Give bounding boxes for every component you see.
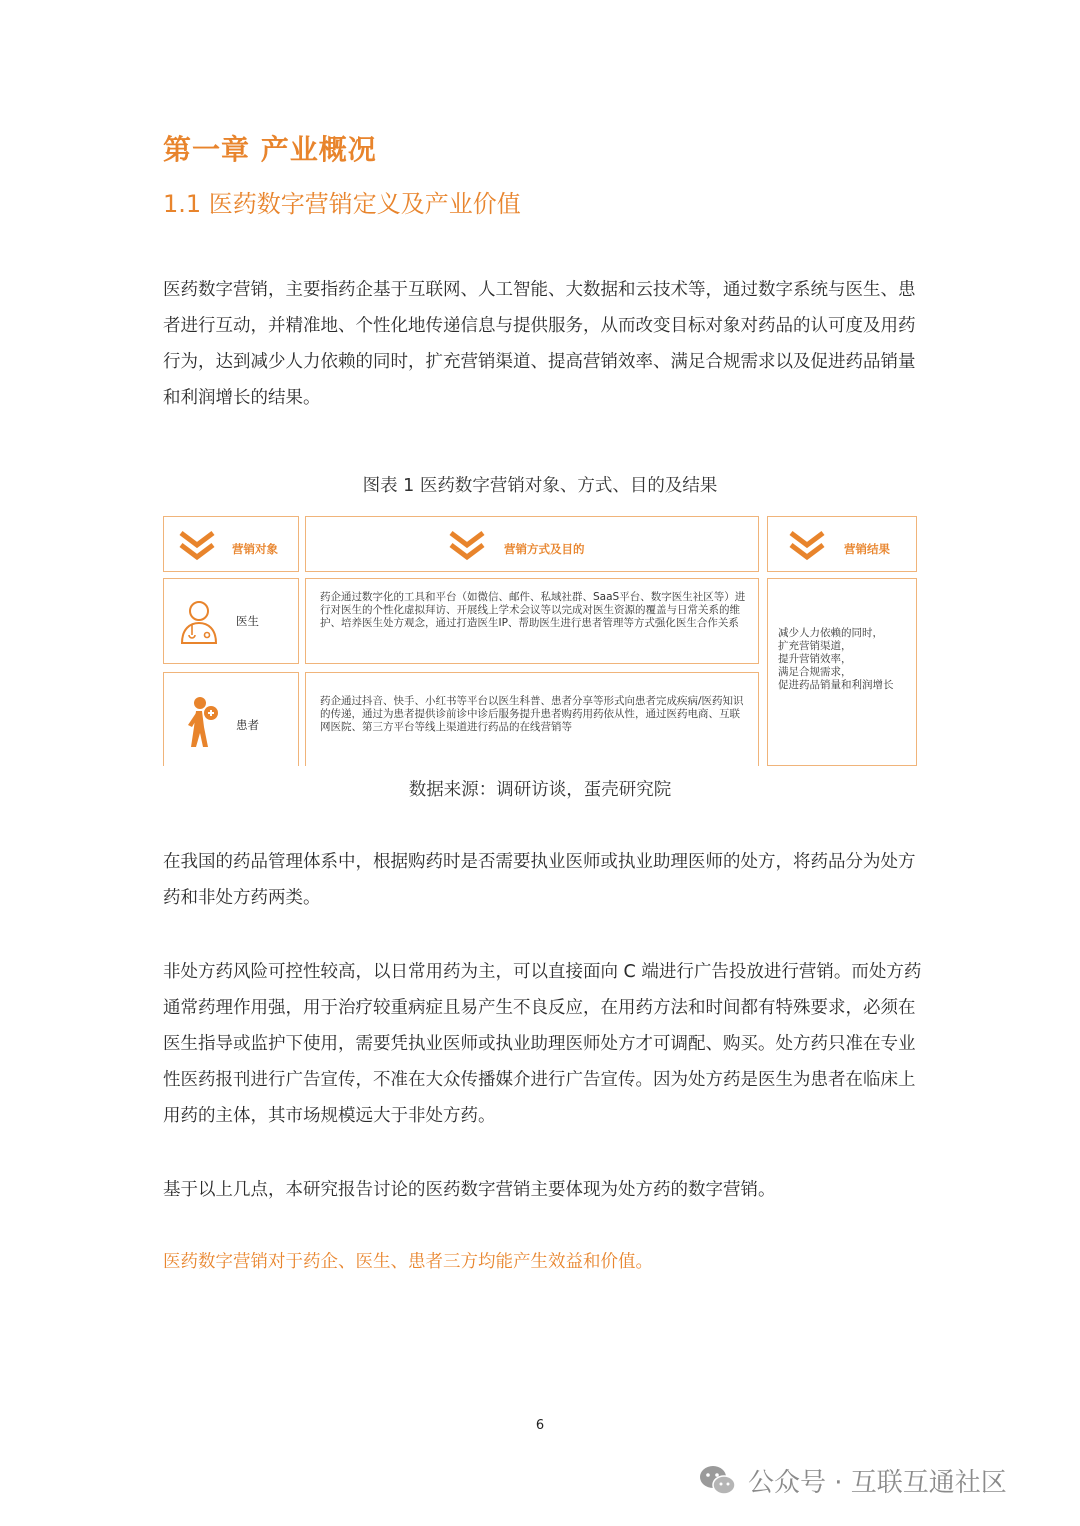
- wechat-icon: [698, 1464, 738, 1498]
- figure-source: 数据来源：调研访谈，蛋壳研究院: [408, 780, 672, 800]
- chapter-title: 第一章 产业概况: [163, 133, 377, 166]
- figure-caption: 图表 1 医药数字营销对象、方式、目的及结果: [362, 476, 718, 496]
- row-label: 患者: [236, 718, 259, 732]
- doctor-icon: [178, 597, 220, 645]
- watermark-text: 公众号 · 互联互通社区: [748, 1468, 1007, 1498]
- section-title: 1.1 医药数字营销定义及产业价值: [163, 190, 521, 218]
- watermark: [698, 1462, 1007, 1499]
- page-number: 6: [535, 1418, 545, 1433]
- chevron-down-icon: [178, 529, 216, 563]
- paragraph: 在我国的药品管理体系中，根据购药时是否需要执业医师或执业助理医师的处方，将药品分为处方药和非处方药两类。: [163, 852, 916, 908]
- result-text: [778, 627, 914, 692]
- chevron-down-icon: [788, 529, 826, 563]
- figure-table: [163, 516, 917, 766]
- result-cell: [767, 578, 917, 766]
- chevron-down-icon: [448, 529, 486, 563]
- header-method-label: 营销方式及目的: [504, 542, 585, 556]
- header-target-label: 营销对象: [232, 542, 278, 556]
- paragraph: 基于以上几点，本研究报告讨论的医药数字营销主要体现为处方药的数字营销。: [163, 1180, 776, 1200]
- row-doctor-method: [305, 578, 759, 664]
- highlight-text: 医药数字营销对于药企、医生、患者三方均能产生效益和价值。: [163, 1252, 653, 1272]
- result-line: 满足合规需求，: [778, 666, 852, 678]
- header-method: [305, 516, 759, 572]
- method-text: 药企通过数字化的工具和平台（如微信、邮件、私域社群、SaaS平台、数字医生社区等）进行对医生的个性化虚拟拜访、开展线上学术会议等以完成对医生资源的覆盖与日常关系的维护、培养医生处方观念，通过打造医生IP、帮助医生进行患者管理等方式强化医生合作关系: [320, 591, 746, 629]
- paragraph: 非处方药风险可控性较高，以日常用药为主，可以直接面向 C 端进行广告投放进行营销。而处方药通常药理作用强，用于治疗较重病症且易产生不良反应，在用药方法和时间都有特殊要求，必须在医生指导或监护下使用，需要凭执业医师或执业助理医师处方才可调配、购买。处方药只准在专业性医药报刊进行广告宣传，不准在大众传播媒介进行广告宣传。因为处方药是医生为患者在临床上用药的主体，其市场规模远大于非处方药。: [163, 962, 922, 1126]
- result-line: 扩充营销渠道，: [778, 640, 852, 652]
- row-label: 医生: [236, 614, 259, 628]
- row-patient-target: [163, 672, 299, 766]
- row-doctor-target: [163, 578, 299, 664]
- method-text: 药企通过抖音、快手、小红书等平台以医生科普、患者分享等形式向患者完成疾病/医药知识的传递，通过为患者提供诊前诊中诊后服务提升患者购药用药依从性，通过医药电商、互联网医院、第三方平台等线上渠道进行药品的在线营销等: [320, 695, 744, 733]
- result-line: 减少人力依赖的同时，: [778, 627, 883, 639]
- header-result-label: 营销结果: [844, 542, 890, 556]
- intro-paragraph: 医药数字营销，主要指药企基于互联网、人工智能、大数据和云技术等，通过数字系统与医生、患者进行互动，并精准地、个性化地传递信息与提供服务，从而改变目标对象对药品的认可度及用药行为，达到减少人力依赖的同时，扩充营销渠道、提高营销效率、满足合规需求以及促进药品销量和利润增长的结果。: [163, 280, 916, 408]
- row-patient-method: [305, 672, 759, 766]
- header-target: [163, 516, 299, 572]
- header-result: [767, 516, 917, 572]
- result-line: 提升营销效率，: [778, 653, 852, 665]
- result-line: 促进药品销量和利润增长: [778, 679, 894, 691]
- patient-icon: [180, 695, 220, 749]
